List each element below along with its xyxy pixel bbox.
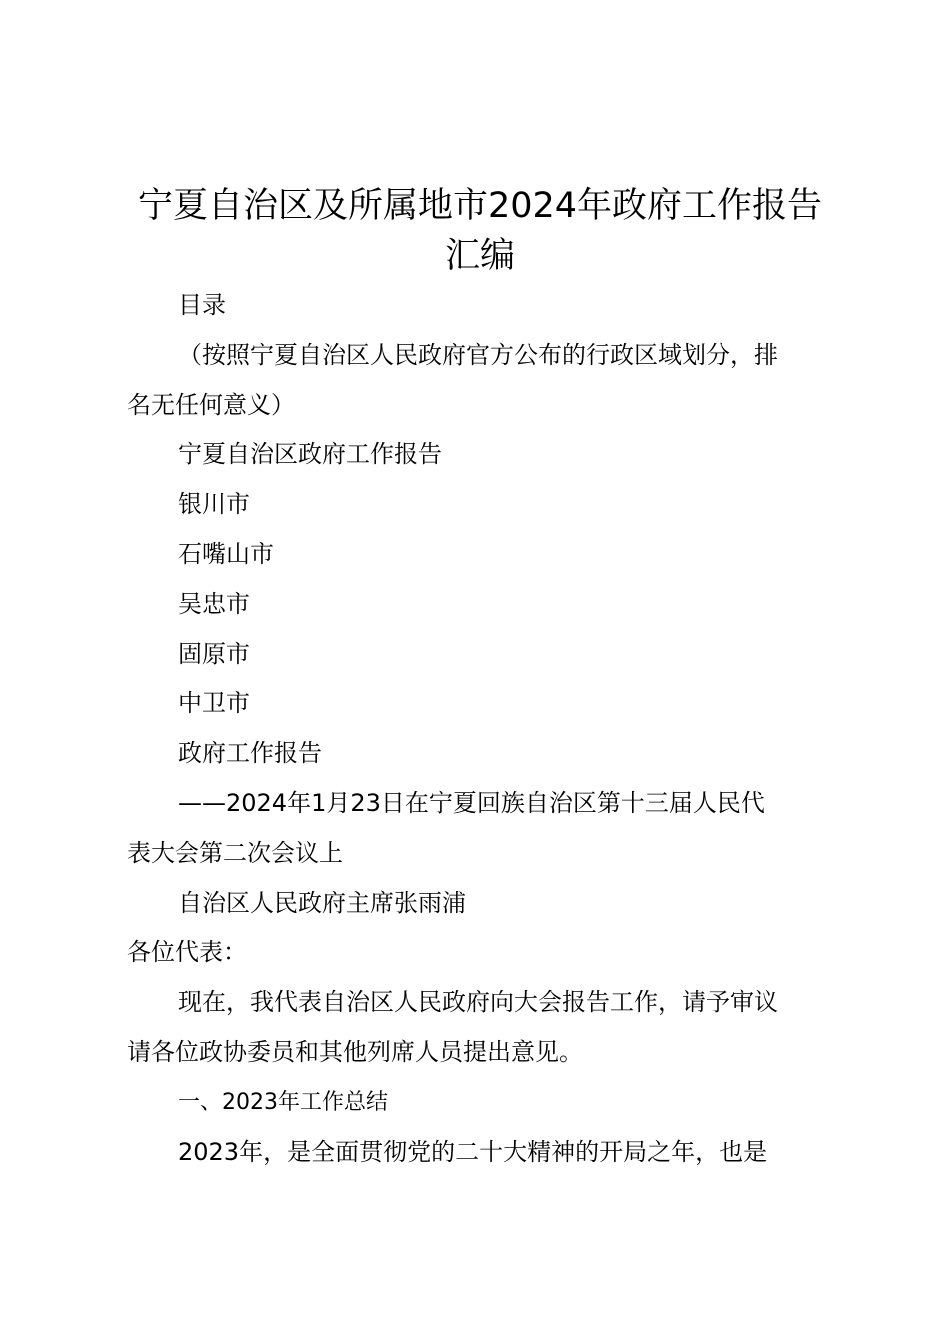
note-line2: 名无任何意义） xyxy=(127,391,295,419)
toc-heading: 目录 xyxy=(178,291,226,319)
document-title-line2: 汇编 xyxy=(444,236,515,276)
toc-item: 固原市 xyxy=(178,640,250,668)
greeting: 各位代表： xyxy=(127,938,247,966)
toc-item: 石嘴山市 xyxy=(178,540,274,568)
section1-heading: 一、2023年工作总结 xyxy=(178,1090,388,1115)
meeting-line2: 表大会第二次会议上 xyxy=(127,839,343,867)
toc-item: 吴忠市 xyxy=(178,590,250,618)
intro-line1: 现在，我代表自治区人民政府向大会报告工作，请予审议 xyxy=(178,988,778,1016)
toc-item: 银川市 xyxy=(178,490,250,518)
document-title-line1: 宁夏自治区及所属地市2024年政府工作报告 xyxy=(137,186,823,226)
note-line1: （按照宁夏自治区人民政府官方公布的行政区域划分，排 xyxy=(178,341,778,369)
speaker-line: 自治区人民政府主席张雨浦 xyxy=(178,889,466,917)
report-title: 政府工作报告 xyxy=(178,739,322,767)
meeting-line1: ——2024年1月23日在宁夏回族自治区第十三届人民代 xyxy=(178,789,765,817)
intro-line2: 请各位政协委员和其他列席人员提出意见。 xyxy=(127,1038,583,1066)
section1-line1: 2023年，是全面贯彻党的二十大精神的开局之年，也是 xyxy=(178,1138,768,1166)
toc-item: 宁夏自治区政府工作报告 xyxy=(178,440,442,468)
toc-item: 中卫市 xyxy=(178,689,250,717)
